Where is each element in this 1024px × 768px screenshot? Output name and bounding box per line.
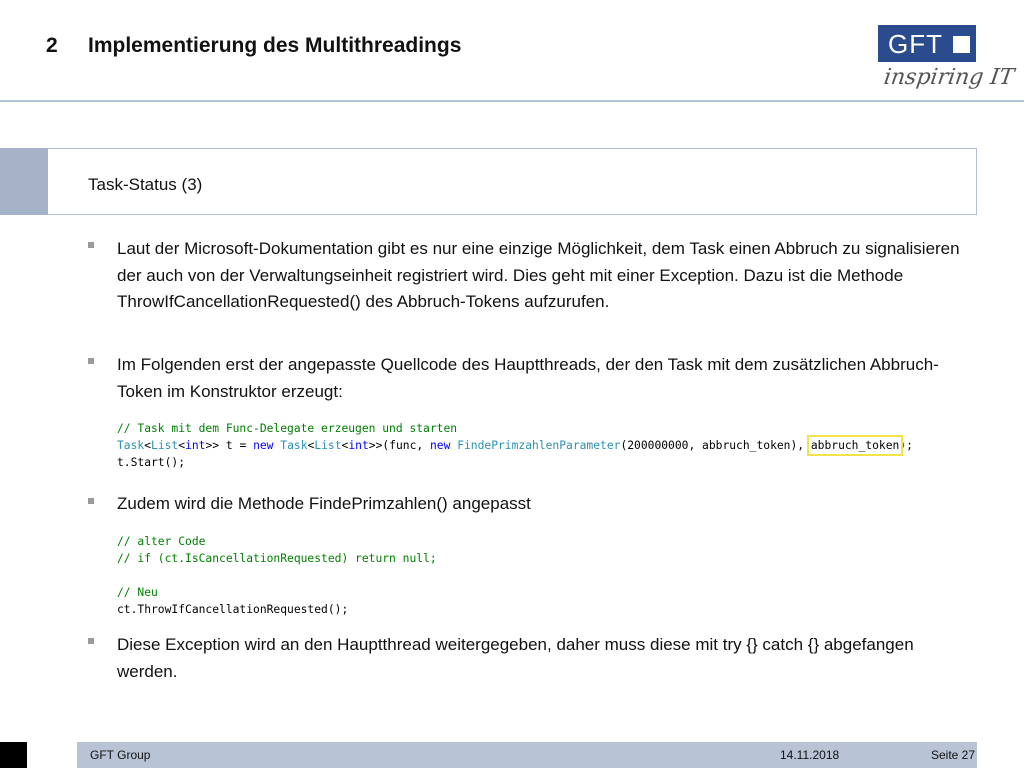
footer-page-number: Seite 27 <box>931 748 976 762</box>
bullet-text-1: Laut der Microsoft-Dokumentation gibt es nur eine einzige Möglichkeit, dem Task einen Abbruch zu signalisieren der auch von der Verwaltungseinheit registriert wird. Dies geht mit einer Exception. Dazu ist die Methode ThrowIfCancellationRequested() des Abbruch-Tokens aufzurufen. <box>117 239 960 311</box>
code-line: // if (ct.IsCancellationRequested) return null; <box>117 552 437 565</box>
section-accent-block <box>0 148 48 215</box>
header-divider <box>0 100 1024 102</box>
code-line: ct.ThrowIfCancellationRequested(); <box>117 603 349 616</box>
highlighted-token: abbruch_token <box>810 439 900 452</box>
bullet-square-icon <box>88 358 94 364</box>
footer-date: 14.11.2018 <box>780 748 840 762</box>
bullet-text-3: Zudem wird die Methode FindePrimzahlen() angepasst <box>117 494 531 513</box>
bullet-text-2: Im Folgenden erst der angepasste Quellcode des Hauptthreads, der den Task mit dem zusätzlichen Abbruch-Token im Konstruktor erzeugt: <box>117 355 939 401</box>
logo-square-icon <box>953 36 970 53</box>
bullet-square-icon <box>88 242 94 248</box>
logo-text: GFT <box>888 29 943 59</box>
code-line: // Task mit dem Func-Delegate erzeugen und starten <box>117 422 458 435</box>
code-block-main-thread <box>117 420 913 471</box>
logo-box <box>878 25 976 62</box>
footer-black-block <box>0 742 27 768</box>
logo-tagline: inspiring IT <box>882 65 1016 90</box>
code-line: // Neu <box>117 586 158 599</box>
footer-bar <box>77 742 977 768</box>
code-line: t.Start(); <box>117 456 186 469</box>
code-line: // alter Code <box>117 535 206 548</box>
code-line <box>117 567 437 584</box>
bullet-text-4: Diese Exception wird an den Hauptthread weitergegeben, daher muss diese mit try {} catch {} abgefangen werden. <box>117 635 914 681</box>
code-line: Task<List<int>> t = new Task<List<int>>(func, new FindePrimzahlenParameter(200000000, abbruch_token), abbruch_token); <box>117 439 913 452</box>
bullet-square-icon <box>88 498 94 504</box>
code-block-findeprimzahlen <box>117 533 437 618</box>
chapter-title: Implementierung des Multithreadings <box>88 34 462 57</box>
bullet-square-icon <box>88 638 94 644</box>
section-title: Task-Status (3) <box>88 175 203 194</box>
gft-logo <box>878 25 1016 100</box>
footer-gap <box>27 742 77 768</box>
footer-company: GFT Group <box>90 748 151 762</box>
chapter-number: 2 <box>46 34 58 57</box>
